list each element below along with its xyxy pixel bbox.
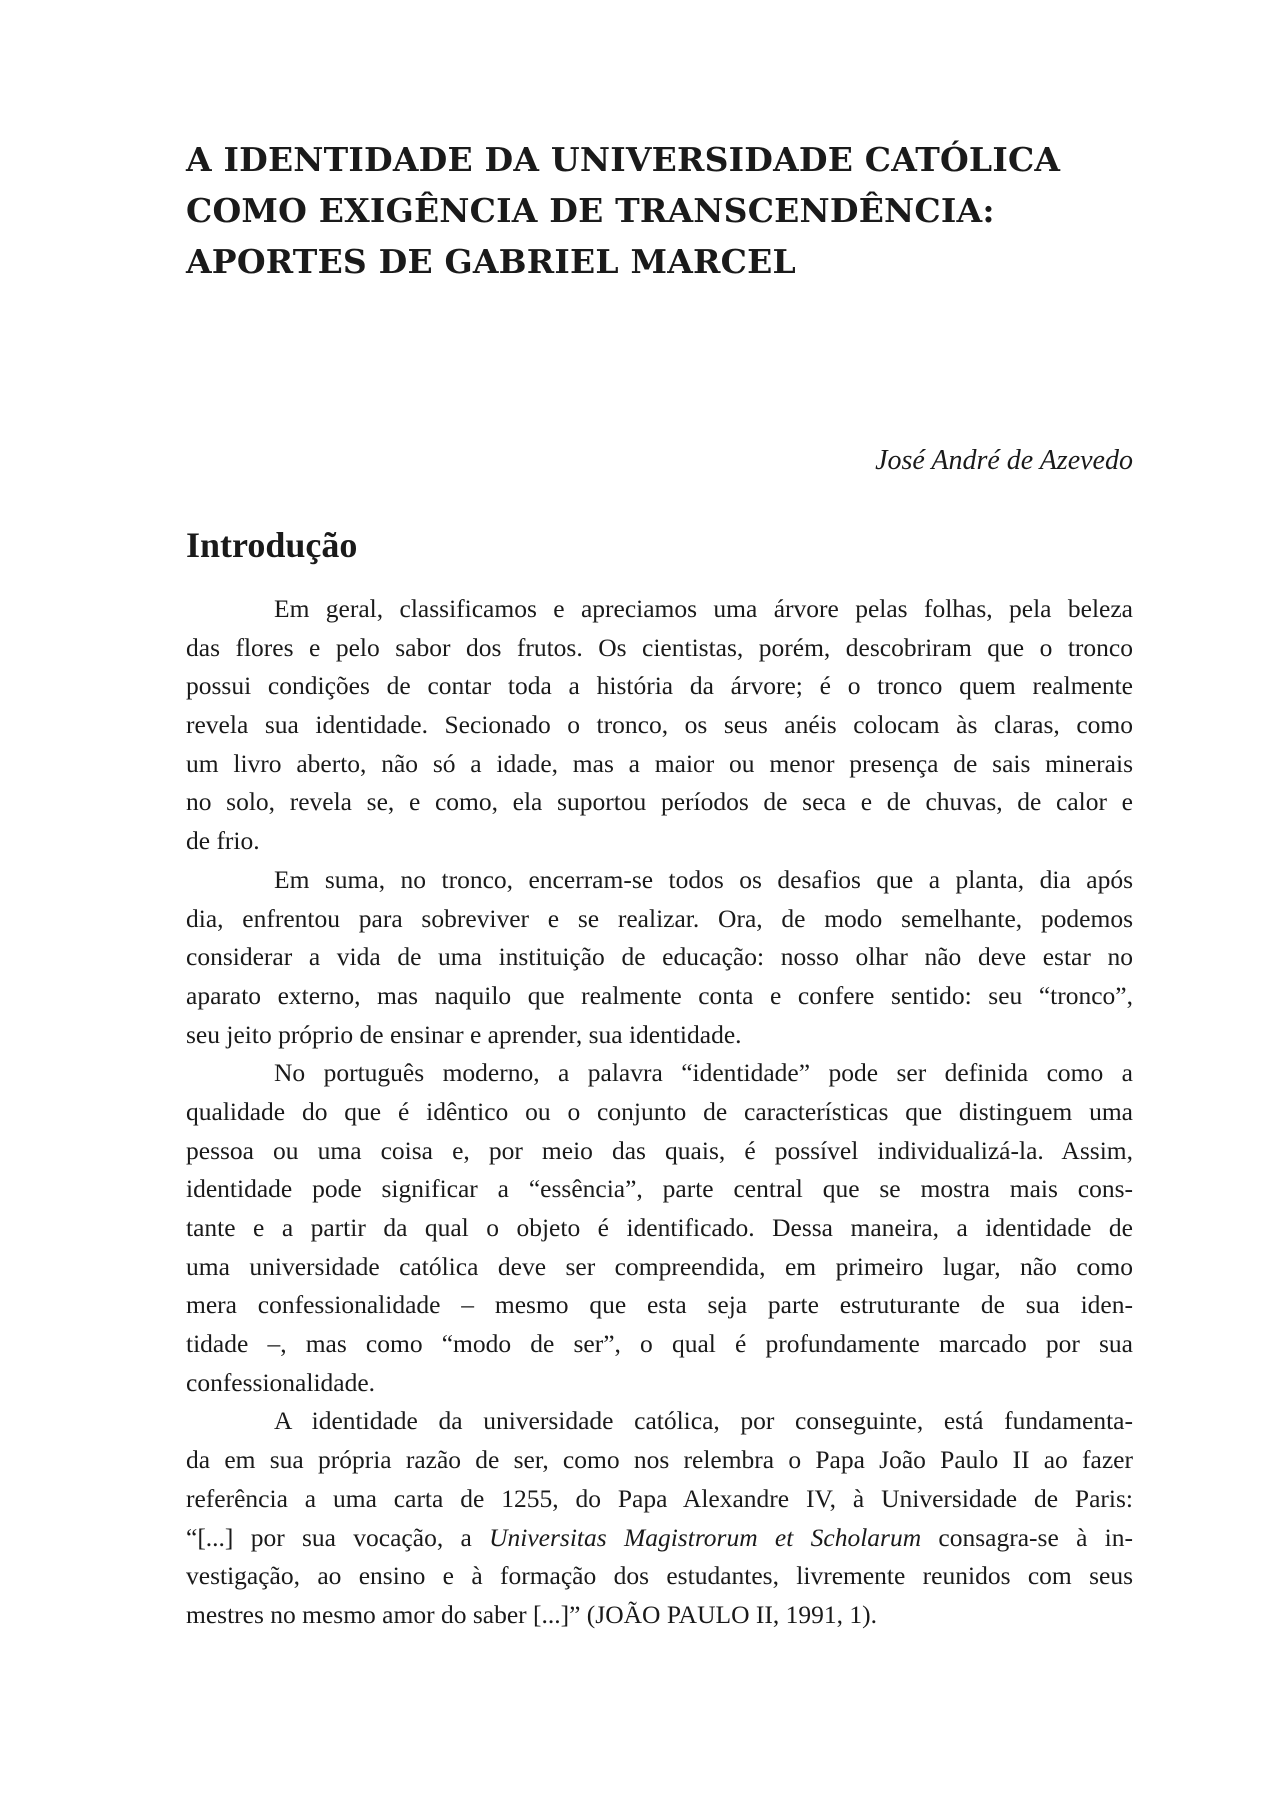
paragraph-1 xyxy=(186,590,1133,861)
chapter-title xyxy=(186,134,1086,287)
latin-term: Universitas Magistrorum et Scholarum xyxy=(489,1522,922,1552)
text-line: mestres no mesmo amor do saber [...]” (JOÃO PAULO II, 1991, 1). xyxy=(186,1599,877,1629)
text-line: das flores e pelo sabor dos frutos. Os cientistas, porém, descobriram que o tronco xyxy=(186,632,1133,662)
text-line: pessoa ou uma coisa e, por meio das quais, é possível individualizá-la. Assim, xyxy=(186,1135,1133,1165)
text-line: qualidade do que é idêntico ou o conjunto de características que distinguem uma xyxy=(186,1096,1133,1126)
text-line: considerar a vida de uma instituição de educação: nosso olhar não deve estar no xyxy=(186,942,1133,972)
text-line: confessionalidade. xyxy=(186,1367,376,1397)
text-line: revela sua identidade. Secionado o tronco, os seus anéis colocam às claras, como xyxy=(186,710,1133,740)
text-line: identidade pode significar a “essência”, parte central que se mostra mais cons- xyxy=(186,1174,1133,1204)
text-line: vestigação, ao ensino e à formação dos estudantes, livremente reunidos com seus xyxy=(186,1561,1133,1591)
author-name: José André de Azevedo xyxy=(875,445,1133,476)
chapter-title-line: A IDENTIDADE DA UNIVERSIDADE CATÓLICA xyxy=(186,140,1061,179)
paragraph-3 xyxy=(186,1054,1133,1402)
text-line: de frio. xyxy=(186,826,260,856)
chapter-title-line: APORTES DE GABRIEL MARCEL xyxy=(186,242,796,281)
paragraph-2 xyxy=(186,861,1133,1054)
quote-line xyxy=(186,1519,1133,1558)
text-line: possui condições de contar toda a história da árvore; é o tronco quem realmente xyxy=(186,671,1133,701)
paragraph-4 xyxy=(186,1402,1133,1634)
text-line: tidade –, mas como “modo de ser”, o qual é profundamente marcado por sua xyxy=(186,1329,1133,1359)
text-line: No português moderno, a palavra “identidade” pode ser definida como a xyxy=(274,1058,1133,1088)
text-line: tante e a partir da qual o objeto é identificado. Dessa maneira, a identidade de xyxy=(186,1213,1133,1242)
text-line: uma universidade católica deve ser compreendida, em primeiro lugar, não como xyxy=(186,1251,1133,1281)
quote-text: “[...] por sua vocação, a xyxy=(186,1522,490,1552)
text-line: no solo, revela se, e como, ela suportou períodos de seca e de chuvas, de calor e xyxy=(186,787,1133,817)
text-line: mera confessionalidade – mesmo que esta seja parte estruturante de sua iden- xyxy=(186,1290,1133,1320)
chapter-title-line: COMO EXIGÊNCIA DE TRANSCENDÊNCIA: xyxy=(186,191,995,230)
text-line: Em suma, no tronco, encerram-se todos os desafios que a planta, dia após xyxy=(274,864,1133,894)
text-line: um livro aberto, não só a idade, mas a maior ou menor presença de sais minerais xyxy=(186,748,1133,778)
text-line: aparato externo, mas naquilo que realmente conta e confere sentido: seu “tronco”, xyxy=(186,980,1133,1010)
quote-text: consagra-se à in- xyxy=(921,1522,1134,1552)
text-line: dia, enfrentou para sobreviver e se realizar. Ora, de modo semelhante, podemos xyxy=(186,903,1133,933)
section-heading: Introdução xyxy=(186,525,358,565)
body-text xyxy=(186,590,1133,1635)
text-line: referência a uma carta de 1255, do Papa Alexandre IV, à Universidade de Paris: xyxy=(186,1483,1133,1513)
text-line: da em sua própria razão de ser, como nos relembra o Papa João Paulo II ao fazer xyxy=(186,1445,1133,1475)
text-line: A identidade da universidade católica, por conseguinte, está fundamenta- xyxy=(274,1406,1133,1436)
text-line: seu jeito próprio de ensinar e aprender, sua identidade. xyxy=(186,1019,742,1049)
text-line: Em geral, classificamos e apreciamos uma árvore pelas folhas, pela beleza xyxy=(274,594,1133,623)
